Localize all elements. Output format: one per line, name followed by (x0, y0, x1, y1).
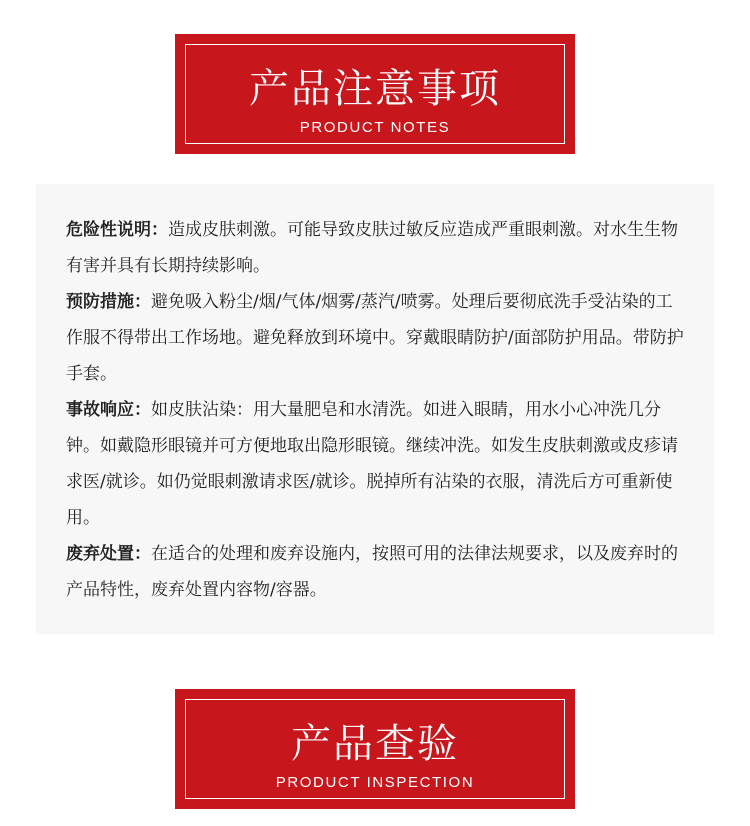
disposal-text: 在适合的处理和废弃设施内，按照可用的法律法规要求，以及废弃时的产品特性，废弃处置内容物/容器。 (66, 544, 678, 600)
accident-response-label: 事故响应： (66, 400, 151, 420)
banner-frame (185, 44, 565, 144)
banner-frame (185, 699, 565, 799)
hazard-statement (66, 212, 688, 284)
product-inspection-banner (175, 689, 575, 809)
accident-response-text: 如皮肤沾染：用大量肥皂和水清洗。如进入眼睛，用水小心冲洗几分钟。如戴隐形眼镜并可方便地取出隐形眼镜。继续冲洗。如发生皮肤刺激或皮疹请求医/就诊。如仍觉眼刺激请求医/就诊。脱掉所有沾染的衣服，清洗后方可重新使用。 (66, 400, 678, 528)
disposal (66, 536, 688, 608)
product-notes-subtitle: PRODUCT NOTES (299, 119, 451, 136)
product-inspection-subtitle: PRODUCT INSPECTION (275, 774, 475, 791)
accident-response (66, 392, 688, 536)
hazard-statement-text: 造成皮肤刺激。可能导致皮肤过敏反应造成严重眼刺激。对水生生物有害并具有长期持续影响。 (66, 220, 678, 276)
prevention-measures-text: 避免吸入粉尘/烟/气体/烟雾/蒸汽/喷雾。处理后要彻底洗手受沾染的工作服不得带出工作场地。避免释放到环境中。穿戴眼睛防护/面部防护用品。带防护手套。 (66, 292, 684, 384)
notes-content (66, 212, 688, 608)
product-notes-banner (175, 34, 575, 154)
prevention-measures (66, 284, 688, 392)
notes-panel (36, 184, 714, 634)
product-notes-title: 产品注意事项 (249, 66, 501, 112)
product-inspection-title: 产品查验 (291, 721, 459, 767)
prevention-measures-label: 预防措施： (66, 292, 151, 312)
disposal-label: 废弃处置： (66, 544, 151, 564)
hazard-statement-label: 危险性说明： (66, 220, 168, 240)
